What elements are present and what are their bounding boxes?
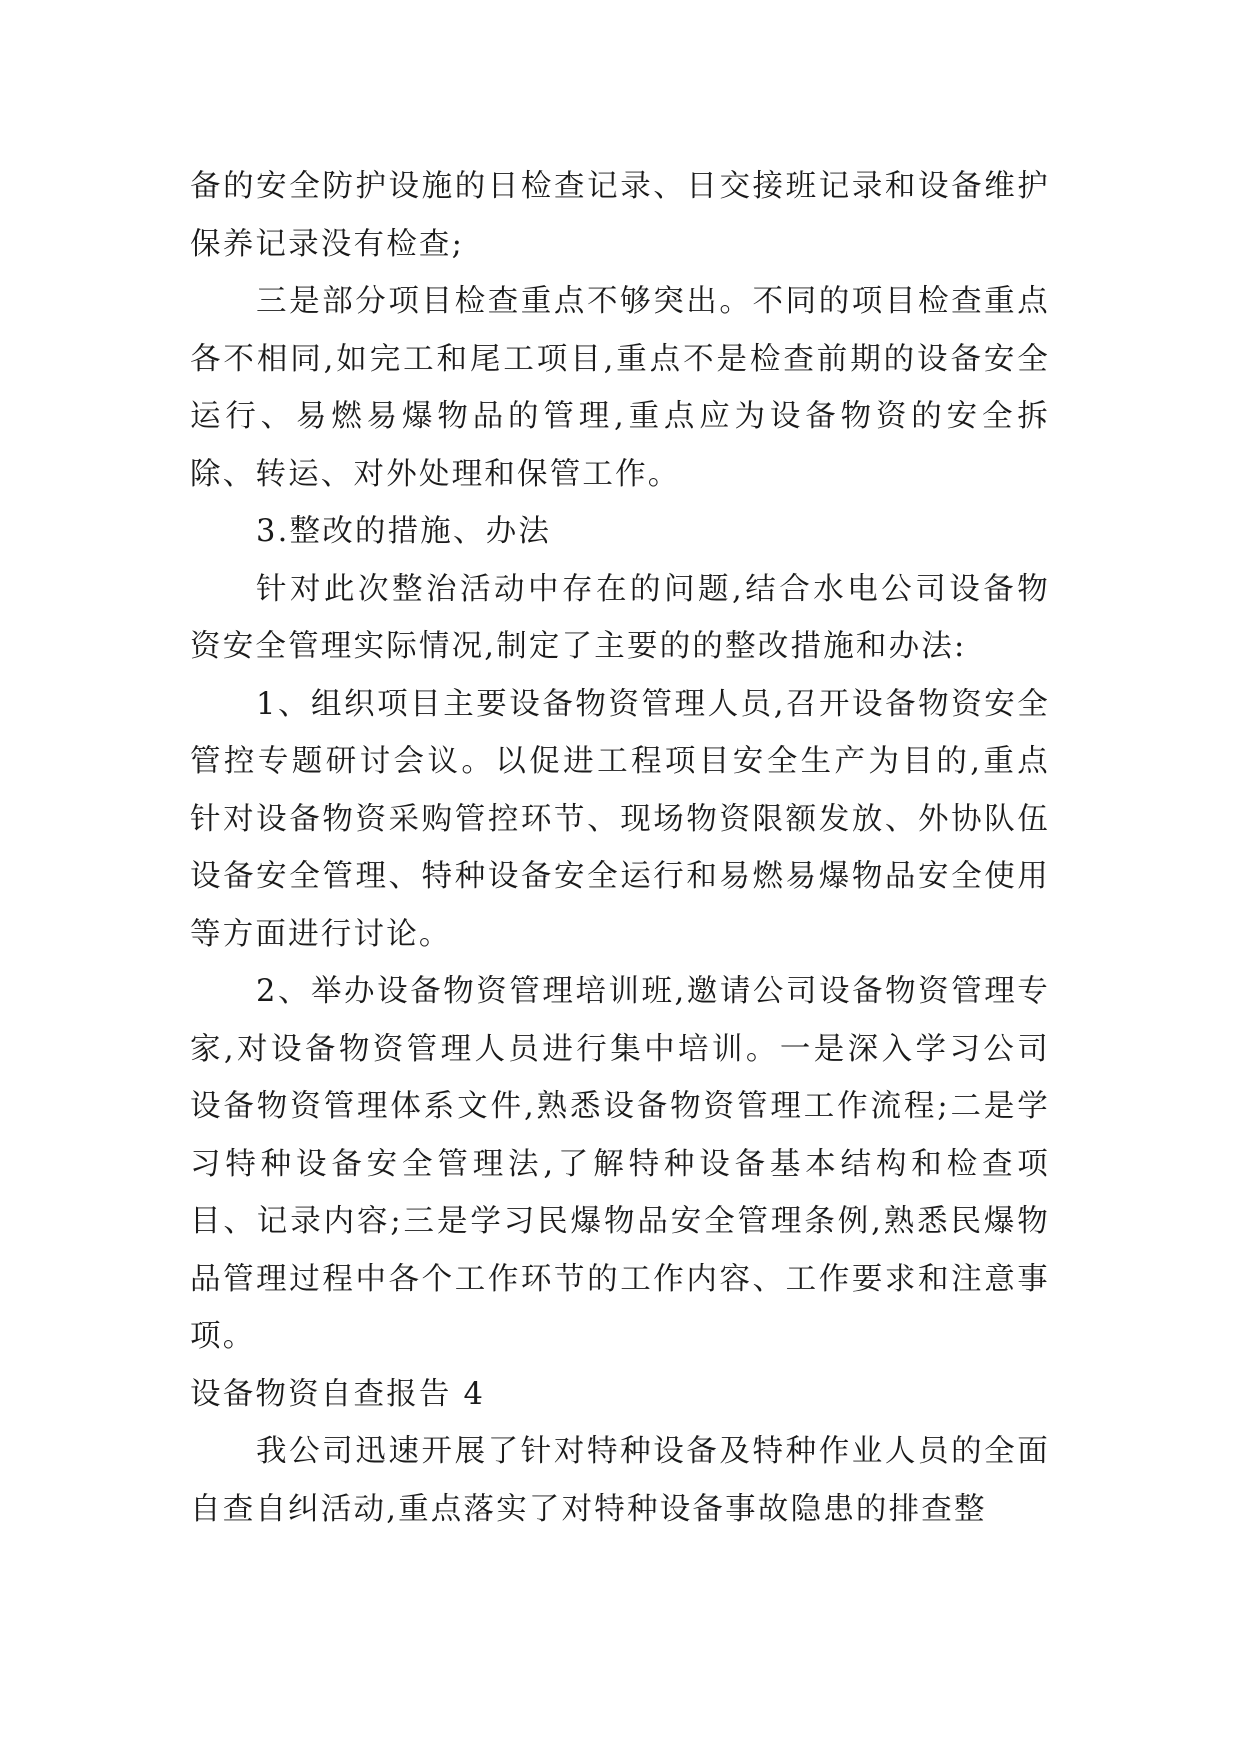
section-title-report-4: 设备物资自查报告 4	[190, 1376, 486, 1412]
section-heading-3: 3.整改的措施、办法	[256, 514, 552, 549]
paragraph-4: 针对此次整治活动中存在的问题,结合水电公司设备物资安全管理实际情况,制定了主要的的整改措施和办法:	[190, 571, 1050, 664]
paragraph-5: 1、组织项目主要设备物资管理人员,召开设备物资安全管控专题研讨会议。以促进工程项目安全生产为目的,重点针对设备物资采购管控环节、现场物资限额发放、外协队伍设备安全管理、特种设备安全运行和易燃易爆物品安全使用等方面进行讨论。	[190, 686, 1050, 952]
paragraph-2: 三是部分项目检查重点不够突出。不同的项目检查重点各不相同,如完工和尾工项目,重点不是检查前期的设备安全运行、易燃易爆物品的管理,重点应为设备物资的安全拆除、转运、对外处理和保管工作。	[190, 284, 1050, 492]
paragraph-1: 备的安全防护设施的日检查记录、日交接班记录和设备维护保养记录没有检查;	[190, 169, 1050, 262]
paragraph-6: 2、举办设备物资管理培训班,邀请公司设备物资管理专家,对设备物资管理人员进行集中培训。一是深入学习公司设备物资管理体系文件,熟悉设备物资管理工作流程;二是学习特种设备安全管理法,了解特种设备基本结构和检查项目、记录内容;三是学习民爆物品安全管理条例,熟悉民爆物品管理过程中各个工作环节的工作内容、工作要求和注意事项。	[190, 974, 1050, 1354]
paragraph-8: 我公司迅速开展了针对特种设备及特种作业人员的全面自查自纠活动,重点落实了对特种设备事故隐患的排查整	[190, 1434, 1050, 1527]
document-body	[190, 158, 1050, 1538]
